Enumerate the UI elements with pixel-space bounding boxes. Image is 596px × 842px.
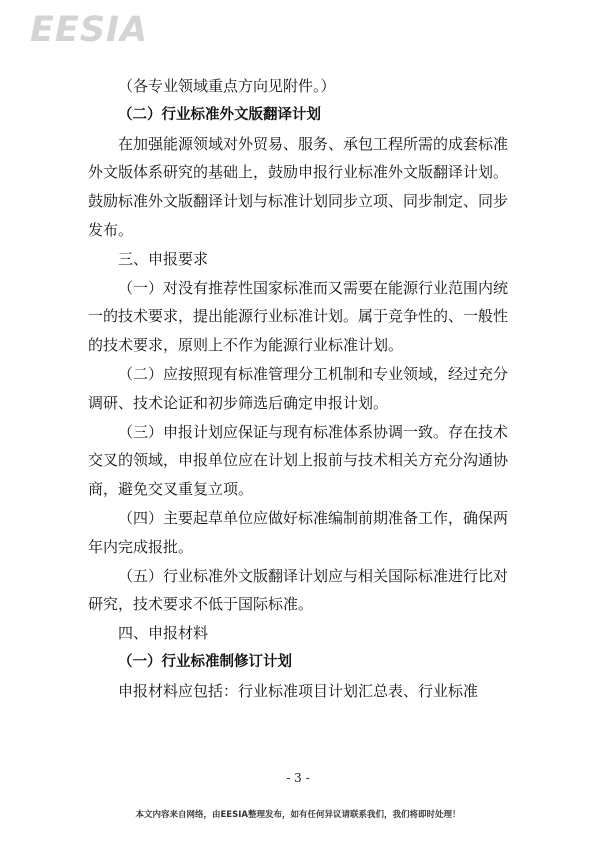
paragraph-requirement-5: （五）行业标准外文版翻译计划应与相关国际标准进行比对研究，技术要求不低于国际标准。 xyxy=(88,566,509,614)
paragraph-requirement-3: （三）申报计划应保证与现有标准体系协调一致。存在技术交叉的领域，申报单位应在计划上报前与技术相关方充分沟通协商，避免交叉重复立项。 xyxy=(88,422,509,499)
eesia-logo: EESIA xyxy=(30,10,149,50)
section-heading-materials: 四、申报材料 xyxy=(118,624,209,643)
subsection-heading-revision-plan: （一）行业标准制修订计划 xyxy=(118,653,292,670)
document-body xyxy=(88,72,508,706)
section-heading-requirements: 三、申报要求 xyxy=(118,249,209,268)
paragraph-attachment-note: （各专业领域重点方向见附件。） xyxy=(118,77,336,95)
paragraph-translation-plan: 在加强能源领域对外贸易、服务、承包工程所需的成套标准外文版体系研究的基础上，鼓励申报行业标准外文版翻译计划。鼓励标准外文版翻译计划与标准计划同步立项、同步制定、同步发布。 xyxy=(88,134,509,239)
paragraph-requirement-4: （四）主要起草单位应做好标准编制前期准备工作，确保两年内完成报批。 xyxy=(88,508,509,556)
section-heading-translation-plan: （二）行业标准外文版翻译计划 xyxy=(118,106,321,123)
paragraph-materials: 申报材料应包括：行业标准项目计划汇总表、行业标准 xyxy=(118,681,479,700)
page-number: - 3 - xyxy=(286,771,310,785)
footer-note: 本文内容来自网络，由EESIA整理发布，如有任何异议请联系我们，我们将即时处理！ xyxy=(135,810,461,820)
paragraph-requirement-2: （二）应按照现有标准管理分工机制和专业领域，经过充分调研、技术论证和初步筛选后确定申报计划。 xyxy=(88,364,509,412)
paragraph-requirement-1: （一）对没有推荐性国家标准而又需要在能源行业范围内统一的技术要求，提出能源行业标准计划。属于竞争性的、一般性的技术要求，原则上不作为能源行业标准计划。 xyxy=(88,278,509,355)
